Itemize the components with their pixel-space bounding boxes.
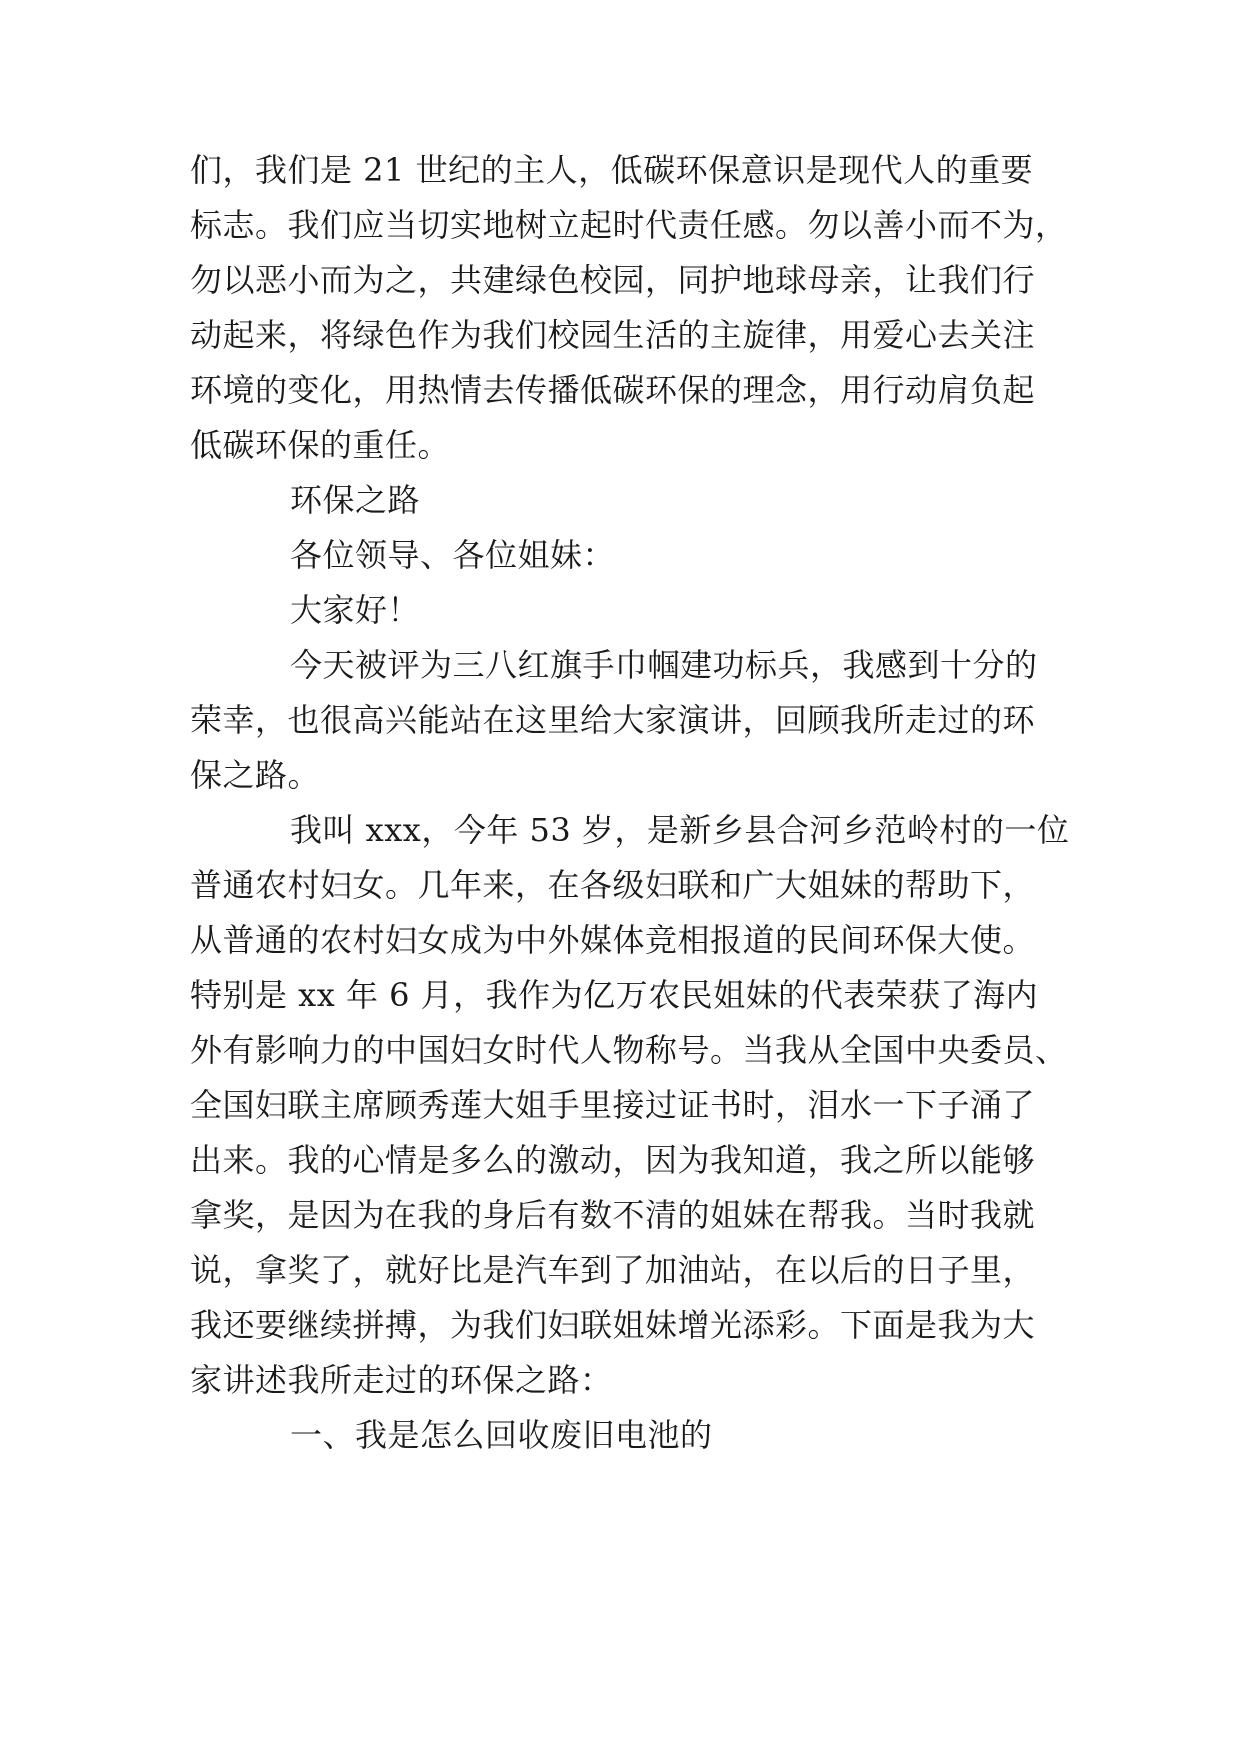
text-line: 我叫 xxx，今年 53 岁，是新乡县合河乡范岭村的一位 xyxy=(290,811,1070,849)
salutation: 各位领导、各位姐妹： xyxy=(290,536,616,574)
text-line: 低碳环保的重任。 xyxy=(190,426,451,464)
text-line: 说，拿奖了，就好比是汽车到了加油站，在以后的日子里， xyxy=(190,1251,1036,1289)
text-line: 从普通的农村妇女成为中外媒体竞相报道的民间环保大使。 xyxy=(190,921,1036,959)
text-line: 今天被评为三八红旗手巾帼建功标兵，我感到十分的 xyxy=(290,646,1038,684)
text-line: 动起来，将绿色作为我们校园生活的主旋律，用爱心去关注 xyxy=(190,316,1036,354)
text-line: 普通农村妇女。几年来，在各级妇联和广大姐妹的帮助下， xyxy=(190,866,1036,904)
text-line: 家讲述我所走过的环保之路： xyxy=(190,1361,613,1399)
text-line: 外有影响力的中国妇女时代人物称号。当我从全国中央委员、 xyxy=(190,1031,1068,1069)
text-line: 标志。我们应当切实地树立起时代责任感。勿以善小而不为， xyxy=(190,206,1068,244)
text-line: 们，我们是 21 世纪的主人，低碳环保意识是现代人的重要 xyxy=(190,151,1034,189)
greeting: 大家好！ xyxy=(290,591,421,629)
text-line: 特别是 xx 年 6 月，我作为亿万农民姐妹的代表荣获了海内 xyxy=(190,976,1039,1014)
text-line: 拿奖，是因为在我的身后有数不清的姐妹在帮我。当时我就 xyxy=(190,1196,1036,1234)
text-line: 荣幸，也很高兴能站在这里给大家演讲，回顾我所走过的环 xyxy=(190,701,1036,739)
text-line: 出来。我的心情是多么的激动，因为我知道，我之所以能够 xyxy=(190,1141,1036,1179)
text-line: 保之路。 xyxy=(190,756,321,794)
text-line: 环境的变化，用热情去传播低碳环保的理念，用行动肩负起 xyxy=(190,371,1036,409)
section-title: 环保之路 xyxy=(290,481,421,519)
text-line: 全国妇联主席顾秀莲大姐手里接过证书时，泪水一下子涌了 xyxy=(190,1086,1036,1124)
text-line: 我还要继续拼搏，为我们妇联姐妹增光添彩。下面是我为大 xyxy=(190,1306,1036,1344)
text-line: 勿以恶小而为之，共建绿色校园，同护地球母亲，让我们行 xyxy=(190,261,1036,299)
section-heading: 一、我是怎么回收废旧电池的 xyxy=(290,1416,713,1454)
